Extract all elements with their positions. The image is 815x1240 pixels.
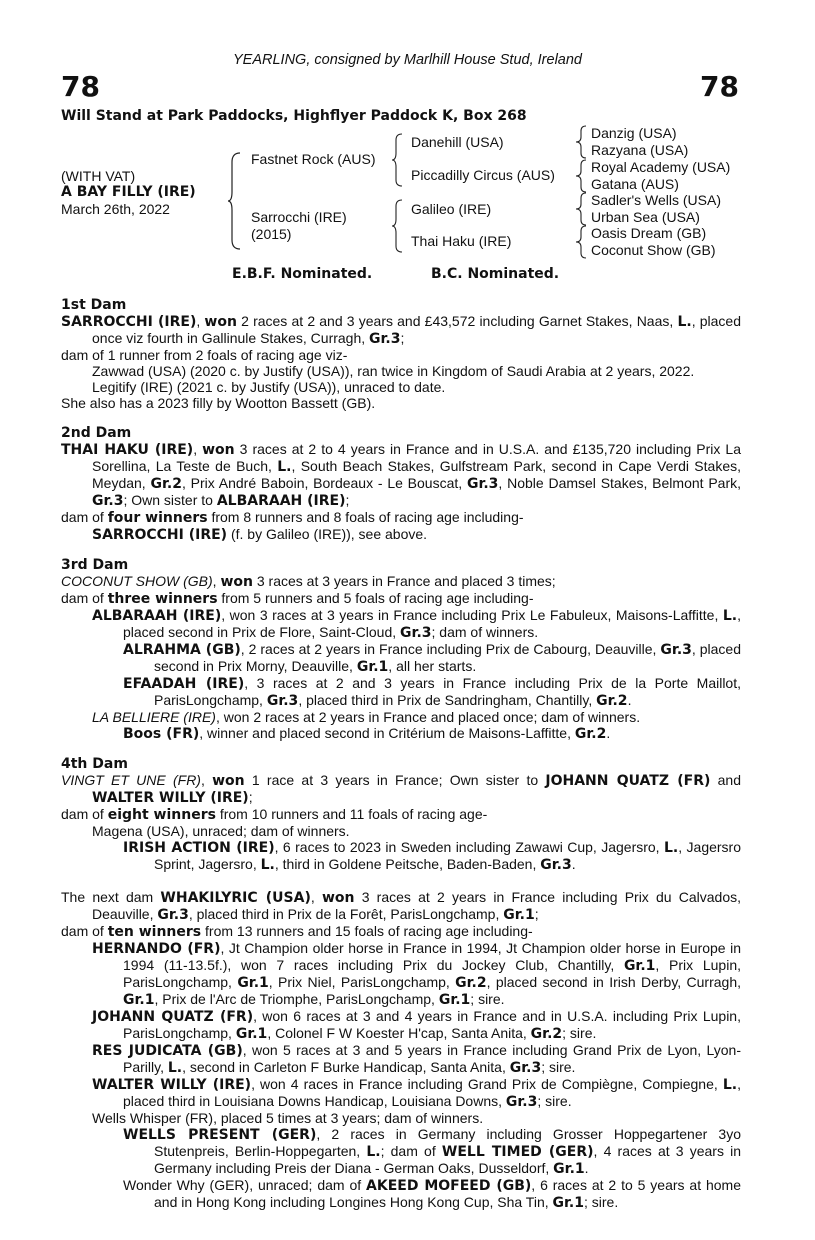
dam-foaled-year: (2015) [251, 226, 292, 242]
sire-dam-dam: Gatana (AUS) [591, 176, 679, 192]
produce-record [61, 297, 741, 1211]
dam-dam-dam: Coconut Show (GB) [591, 242, 716, 258]
pedigree-brace-ss [576, 125, 588, 159]
produce-wells-present: WELLS PRESENT (GER), 2 races in Germany including Grosser Hoppegartener 3yo Stutenpreis, Berlin-Hoppegarten, L.; dam of WELL TIMED (GER), 4 races at 3 years in Germany including Preis der Diana - German Oaks, Dusseldorf, Gr.1. [123, 1126, 742, 1177]
produce-magena: Magena (USA), unraced; dam of winners. [92, 823, 350, 839]
dam4-record: VINGT ET UNE (FR), won 1 race at 3 years in France; Own sister to JOHANN QUATZ (FR) and WALTER WILLY (IRE); [61, 772, 741, 806]
ebf-nomination: E.B.F. Nominated. [232, 266, 373, 282]
dam3-produce-summary: dam of three winners from 5 runners and 5 foals of racing age including- [61, 590, 534, 607]
sire-dam: Piccadilly Circus (AUS) [411, 167, 555, 183]
dam2-record: THAI HAKU (IRE), won 3 races at 2 to 4 years in France and in U.S.A. and £135,720 including Prix La Sorellina, La Teste de Buch, L., South Beach Stakes, Gulfstream Park, second in Cape Verdi Stakes, Meydan, Gr.2, Prix André Baboin, Bordeaux - Le Bouscat, Gr.3, Noble Damsel Stakes, Belmont Park, Gr.3; Own sister to ALBARAAH (IRE); [61, 441, 741, 509]
produce-sarrocchi: SARROCCHI (IRE) (f. by Galileo (IRE)), see above. [92, 526, 428, 543]
produce-alrahma: ALRAHMA (GB), 2 races at 2 years in France including Prix de Cabourg, Deauville, Gr.3, placed second in Prix Morny, Deauville, Gr.1, all her starts. [123, 641, 742, 675]
dam-dam: Thai Haku (IRE) [411, 233, 512, 249]
pedigree-brace-dd [576, 225, 588, 259]
produce-irish-action: IRISH ACTION (IRE), 6 races to 2023 in Sweden including Zawawi Cup, Jagersro, L., Jagersro Sprint, Jagersro, L., third in Goldene Peitsche, Baden-Baden, Gr.3. [123, 839, 742, 873]
produce-wonder-why: Wonder Why (GER), unraced; dam of AKEED MOFEED (GB), 6 races at 2 to 5 years at home and in Hong Kong including Longines Hong Kong Cup, Sha Tin, Gr.1; sire. [123, 1177, 741, 1211]
produce-albaraah: ALBARAAH (IRE), won 3 races at 3 years in France including Prix Le Fabuleux, Maisons-Laffitte, L., placed second in Prix de Flore, Saint-Cloud, Gr.3; dam of winners. [92, 607, 741, 641]
produce-walter-willy: WALTER WILLY (IRE), won 4 races in France including Grand Prix de Compiègne, Compiegne, L., placed third in Louisiana Downs Handicap, Louisiana Downs, Gr.3; sire. [92, 1076, 741, 1110]
dam1-2023-filly: She also has a 2023 filly by Wootton Bassett (GB). [61, 395, 376, 411]
pedigree-brace-sire [392, 133, 404, 187]
bc-nomination: B.C. Nominated. [431, 266, 560, 282]
dam1-produce-summary: dam of 1 runner from 2 foals of racing age viz- [61, 347, 348, 363]
produce-johann-quatz: JOHANN QUATZ (FR), won 6 races at 3 and 4 years in France and in U.S.A. including Prix Lupin, ParisLongchamp, Gr.1, Colonel F W Koester H'cap, Santa Anita, Gr.2; sire. [92, 1008, 741, 1042]
dam-name: Sarrocchi (IRE) [251, 209, 347, 225]
sire-sire: Danehill (USA) [411, 134, 504, 150]
pedigree-brace-dam [392, 199, 404, 253]
dam-sire: Galileo (IRE) [411, 201, 492, 217]
pedigree-brace-ds [576, 192, 588, 226]
produce-efaadah: EFAADAH (IRE), 3 races at 2 and 3 years in France including Prix de la Porte Maillot, ParisLongchamp, Gr.3, placed third in Prix de Sandringham, Chantilly, Gr.2. [123, 675, 741, 709]
produce-la-belliere: LA BELLIERE (IRE), won 2 races at 2 years in France and placed once; dam of winners. [92, 709, 641, 725]
lot-number-left: 78 [61, 70, 100, 103]
sire-sire-dam: Razyana (USA) [591, 142, 689, 158]
produce-wells-whisper: Wells Whisper (FR), placed 5 times at 3 years; dam of winners. [92, 1110, 484, 1126]
dam-sire-dam: Urban Sea (USA) [591, 209, 700, 225]
produce-boos: Boos (FR), winner and placed second in Critérium de Maisons-Laffitte, Gr.2. [123, 725, 611, 742]
produce-zawwad: Zawwad (USA) (2020 c. by Justify (USA)), ran twice in Kingdom of Saudi Arabia at 2 years, 2022. [92, 363, 695, 379]
dam1-heading: 1st Dam [61, 297, 127, 313]
dam4-heading: 4th Dam [61, 756, 128, 772]
vat-note: (WITH VAT) [61, 168, 136, 184]
produce-res-judicata: RES JUDICATA (GB), won 5 races at 3 and 5 years in France including Grand Prix de Lyon, Lyon-Parilly, L., second in Carleton F Burke Handicap, Santa Anita, Gr.3; sire. [92, 1042, 741, 1076]
pedigree-brace-sd [576, 159, 588, 193]
dam1-record: SARROCCHI (IRE), won 2 races at 2 and 3 years and £43,572 including Garnet Stakes, Naas, L., placed once viz fourth in Gallinule Stakes, Curragh, Gr.3; [61, 313, 741, 347]
pedigree-brace-main [228, 152, 242, 250]
horse-name: A BAY FILLY (IRE) [61, 184, 196, 200]
dam2-heading: 2nd Dam [61, 425, 132, 441]
dam3-heading: 3rd Dam [61, 557, 129, 573]
foaling-date: March 26th, 2022 [61, 201, 170, 217]
produce-legitify: Legitify (IRE) (2021 c. by Justify (USA)), unraced to date. [92, 379, 446, 395]
sire-dam-sire: Royal Academy (USA) [591, 159, 731, 175]
dam2-produce-summary: dam of four winners from 8 runners and 8 foals of racing age including- [61, 509, 524, 526]
dam3-record: COCONUT SHOW (GB), won 3 races at 3 years in France and placed 3 times; [61, 573, 556, 590]
next-dam-record: The next dam WHAKILYRIC (USA), won 3 races at 2 years in France including Prix du Calvados, Deauville, Gr.3, placed third in Prix de la Forêt, ParisLongchamp, Gr.1; [61, 889, 742, 923]
lot-number-right: 78 [700, 70, 739, 103]
sire-name: Fastnet Rock (AUS) [251, 151, 376, 167]
next-dam-produce-summary: dam of ten winners from 13 runners and 15 foals of racing age including- [61, 923, 533, 940]
dam-sire-sire: Sadler's Wells (USA) [591, 192, 721, 208]
sire-sire-sire: Danzig (USA) [591, 125, 677, 141]
consignor-line: YEARLING, consigned by Marlhill House Stud, Ireland [233, 52, 582, 68]
dam-dam-sire: Oasis Dream (GB) [591, 225, 707, 241]
produce-hernando: HERNANDO (FR), Jt Champion older horse in France in 1994, Jt Champion older horse in Europe in 1994 (11-13.5f.), won 7 races including Prix du Jockey Club, Chantilly, Gr.1, Prix Lupin, ParisLongchamp, Gr.1, Prix Niel, ParisLongchamp, Gr.2, placed second in Irish Derby, Curragh, Gr.1, Prix de l'Arc de Triomphe, ParisLongchamp, Gr.1; sire. [92, 940, 741, 1008]
dam4-produce-summary: dam of eight winners from 10 runners and 11 foals of racing age- [61, 806, 488, 823]
stand-location: Will Stand at Park Paddocks, Highflyer Paddock K, Box 268 [61, 108, 527, 124]
